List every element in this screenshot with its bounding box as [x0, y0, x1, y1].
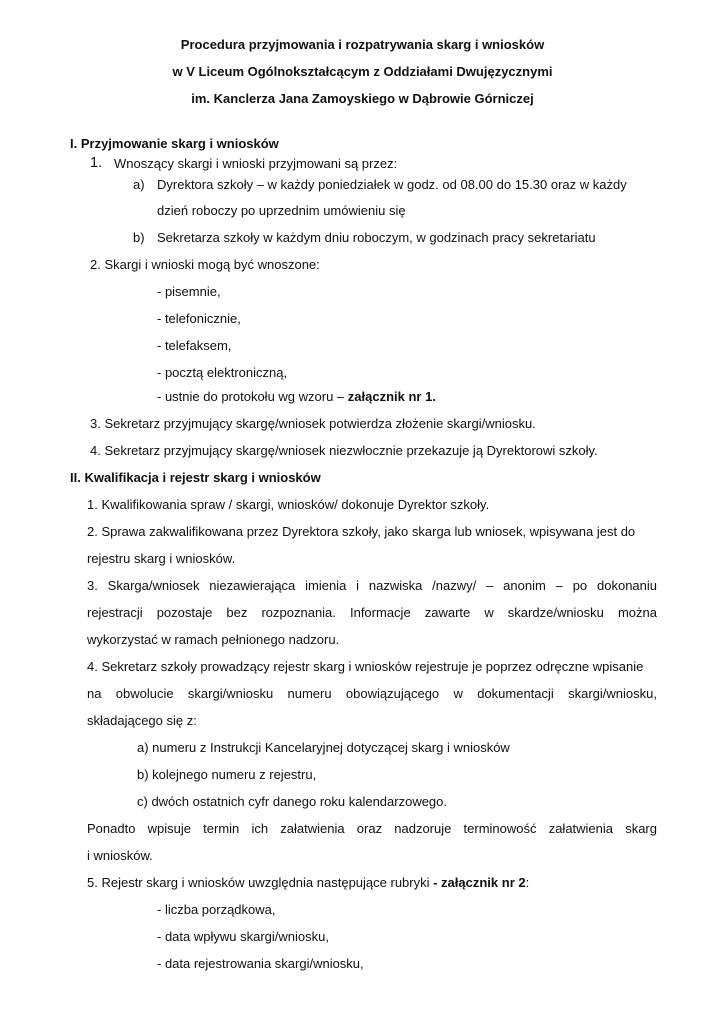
s1-p3-text: 3. Sekretarz przyjmujący skargę/wniosek potwierdza złożenie skargi/wniosku. — [90, 416, 536, 431]
s2-p4-item-a: a) numeru z Instrukcji Kancelaryjnej dotyczącej skarg i wniosków — [137, 740, 510, 755]
s2-p4-line-3: składającego się z: — [87, 713, 197, 728]
s2-p3-line-3: wykorzystać w ramach pełnionego nadzoru. — [87, 632, 340, 647]
s2-p4-item-b: b) kolejnego numeru z rejestru, — [137, 767, 317, 782]
s2-p3-line-2: rejestracji pozostaje bez rozpoznania. Informacje zawarte w skardze/wniosku można — [87, 605, 657, 620]
s1-p2-item-1: - pisemnie, — [157, 284, 221, 299]
s2-p5-item-2: - data wpływu skargi/wniosku, — [157, 929, 329, 944]
s1-p1-a-line-2: dzień roboczy po uprzednim umówieniu się — [157, 203, 406, 218]
title-line-1: Procedura przyjmowania i rozpatrywania skarg i wniosków — [180, 37, 545, 52]
s2-p1-text: 1. Kwalifikowania spraw / skargi, wniosków/ dokonuje Dyrektor szkoły. — [87, 497, 490, 512]
s1-p2-item-5-text: - ustnie do protokołu wg wzoru – — [157, 389, 348, 404]
s1-p1-a-line-1: Dyrektora szkoły – w każdy poniedziałek w godz. od 08.00 do 15.30 oraz w każdy — [157, 177, 627, 192]
s2-p4-tail-line-2: i wniosków. — [87, 848, 153, 863]
title-line-2: w V Liceum Ogólnokształcącym z Oddziałami Dwujęzycznymi — [172, 64, 553, 79]
s1-p4-text: 4. Sekretarz przyjmujący skargę/wniosek niezwłocznie przekazuje ją Dyrektorowi szkoły. — [90, 443, 598, 458]
s2-p3-line-1: 3. Skarga/wniosek niezawierająca imienia i nazwiska /nazwy/ – anonim – po dokonaniu — [87, 578, 657, 593]
attachment-2-ref: - załącznik nr 2 — [433, 875, 526, 890]
s1-p2-item-4: - pocztą elektroniczną, — [157, 365, 288, 380]
s1-p2-item-3: - telefaksem, — [157, 338, 232, 353]
s2-p4-item-c: c) dwóch ostatnich cyfr danego roku kalendarzowego. — [137, 794, 448, 809]
s2-p2-line-1: 2. Sprawa zakwalifikowana przez Dyrektora szkoły, jako skarga lub wniosek, wpisywana jest do — [87, 524, 636, 539]
s2-p5-item-1: - liczba porządkowa, — [157, 902, 276, 917]
s2-p4-tail-line-1: Ponadto wpisuje termin ich załatwienia oraz nadzoruje terminowość załatwienia skarg — [87, 821, 657, 836]
s2-p5-prefix: 5. Rejestr skarg i wniosków uwzględnia następujące rubryki — [87, 875, 434, 890]
s2-p2-line-2: rejestru skarg i wniosków. — [87, 551, 236, 566]
s1-p2-item-5 — [157, 389, 436, 405]
s1-p1-number: 1. — [90, 155, 103, 171]
s2-p5-item-3: - data rejestrowania skargi/wniosku, — [157, 956, 364, 971]
title-line-3: im. Kanclerza Jana Zamoyskiego w Dąbrowie Górniczej — [191, 91, 534, 106]
s1-p1-b-marker: b) — [133, 230, 145, 245]
s1-p1-a-marker: a) — [133, 177, 145, 192]
s2-p4-line-2: na obwolucie skargi/wniosku numeru obowiązującego w dokumentacji skargi/wniosku, — [87, 686, 657, 701]
s2-p5-text — [87, 875, 529, 891]
attachment-1-ref: załącznik nr 1. — [347, 389, 436, 404]
s1-p2-item-2: - telefonicznie, — [157, 311, 241, 326]
section-2-heading: II. Kwalifikacja i rejestr skarg i wniosków — [70, 470, 321, 485]
s2-p4-line-1: 4. Sekretarz szkoły prowadzący rejestr skarg i wniosków rejestruje je poprzez odręczne wpisanie — [87, 659, 644, 674]
s2-p5-suffix: : — [525, 875, 530, 890]
s1-p1-b-text: Sekretarza szkoły w każdym dniu roboczym, w godzinach pracy sekretariatu — [157, 230, 596, 245]
section-1-heading: I. Przyjmowanie skarg i wniosków — [70, 136, 279, 151]
s1-p1-text: Wnoszący skargi i wnioski przyjmowani są przez: — [114, 156, 398, 171]
s1-p2-text: 2. Skargi i wnioski mogą być wnoszone: — [90, 257, 320, 272]
